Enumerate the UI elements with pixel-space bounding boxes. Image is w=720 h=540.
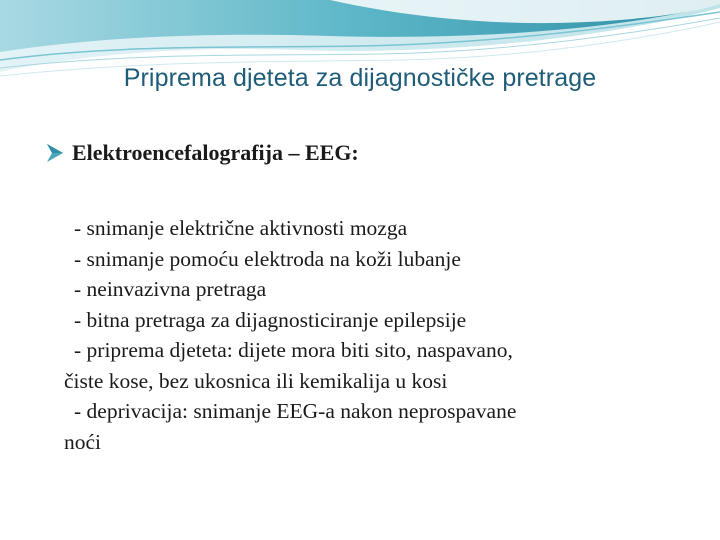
content-line: noći — [64, 429, 102, 454]
arrow-right-icon — [46, 143, 64, 163]
section-heading-row — [46, 140, 359, 166]
content-line: čiste kose, bez ukosnica ili kemikalija u kosi — [64, 368, 448, 393]
content-line: - bitna pretraga za dijagnosticiranje epilepsije — [74, 307, 467, 332]
section-heading: Elektroencefalografija – EEG: — [72, 140, 359, 165]
slide-title — [0, 64, 720, 93]
content-line: - snimanje električne aktivnosti mozga — [74, 216, 408, 240]
content-line: - deprivacija: snimanje EEG-a nakon neprospavane — [74, 399, 517, 423]
content-line: - neinvazivna pretraga — [74, 277, 267, 301]
slide-title-text: Priprema djeteta za dijagnostičke pretrage — [123, 64, 597, 92]
content-line: - snimanje pomoću elektroda na koži lubanje — [74, 246, 461, 271]
content-body — [64, 213, 684, 457]
content-line: - priprema djeteta: dijete mora biti sito, naspavano, — [74, 338, 513, 362]
